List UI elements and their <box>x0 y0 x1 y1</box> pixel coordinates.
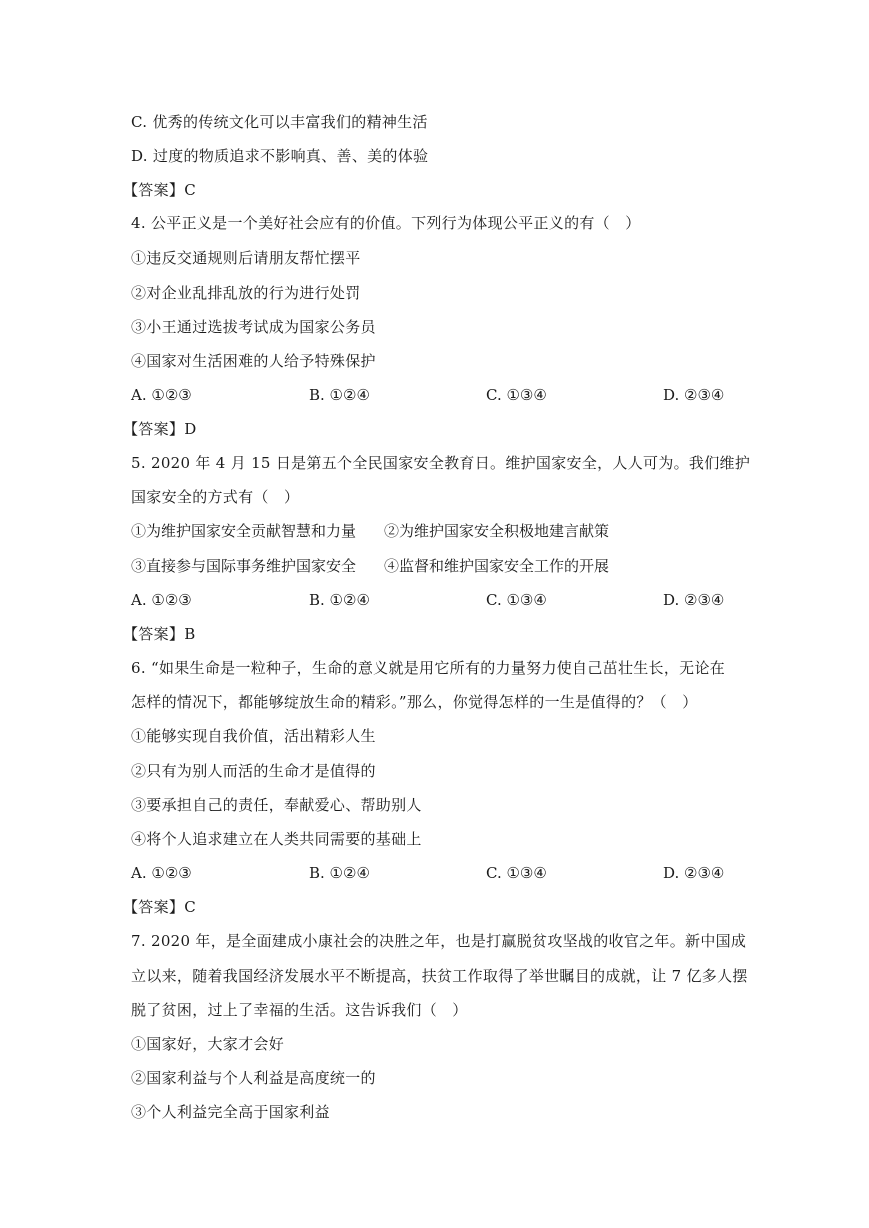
q6-option-a: A. ①②③ <box>131 864 192 882</box>
q4-options <box>131 385 741 405</box>
q5-option-a: A. ①②③ <box>131 591 192 609</box>
q5-stem-line-2: 国家安全的方式有（ ） <box>131 488 300 506</box>
q3-option-c: C. 优秀的传统文化可以丰富我们的精神生活 <box>131 113 428 131</box>
q7-stem-line-2: 立以来，随着我国经济发展水平不断提高，扶贫工作取得了举世瞩目的成就，让 7 亿多人摆 <box>131 967 748 985</box>
q5-option-b: B. ①②④ <box>309 591 370 609</box>
q6-stem-line-2: 怎样的情况下，都能够绽放生命的精彩。”那么，你觉得怎样的一生是值得的？（ ） <box>131 693 698 711</box>
q7-stem-line-1: 7. 2020 年，是全面建成小康社会的决胜之年，也是打赢脱贫攻坚战的收官之年。新中国成 <box>131 932 747 950</box>
q5-statement-3: ③直接参与国际事务维护国家安全 <box>131 557 357 575</box>
q4-option-a: A. ①②③ <box>131 386 192 404</box>
q6-statement-4: ④将个人追求建立在人类共同需要的基础上 <box>131 830 422 848</box>
q6-option-d: D. ②③④ <box>663 864 725 882</box>
q4-option-d: D. ②③④ <box>663 386 725 404</box>
q5-statement-2: ②为维护国家安全积极地建言献策 <box>384 522 610 540</box>
q6-option-b: B. ①②④ <box>309 864 370 882</box>
q5-stem-line-1: 5. 2020 年 4 月 15 日是第五个全民国家安全教育日。维护国家安全，人人可为。我们维护 <box>131 454 751 472</box>
q7-statement-2: ②国家利益与个人利益是高度统一的 <box>131 1069 376 1087</box>
q6-stem-line-1: 6. “如果生命是一粒种子，生命的意义就是用它所有的力量努力使自己茁壮生长，无论在 <box>131 659 726 677</box>
q3-option-d: D. 过度的物质追求不影响真、善、美的体验 <box>131 147 429 165</box>
q4-answer: 【答案】D <box>123 420 197 438</box>
q4-statement-1: ①违反交通规则后请朋友帮忙摆平 <box>131 249 361 267</box>
q6-options <box>131 863 741 883</box>
q4-stem: 4. 公平正义是一个美好社会应有的价值。下列行为体现公平正义的有（ ） <box>131 214 641 232</box>
q4-statement-2: ②对企业乱排乱放的行为进行处罚 <box>131 284 361 302</box>
q6-statement-3: ③要承担自己的责任，奉献爱心、帮助别人 <box>131 796 422 814</box>
q4-option-c: C. ①③④ <box>486 386 547 404</box>
q6-option-c: C. ①③④ <box>486 864 547 882</box>
q5-option-c: C. ①③④ <box>486 591 547 609</box>
q7-stem-line-3: 脱了贫困，过上了幸福的生活。这告诉我们（ ） <box>131 1001 468 1019</box>
q7-statement-1: ①国家好，大家才会好 <box>131 1035 285 1053</box>
q5-options <box>131 590 741 610</box>
q5-answer: 【答案】B <box>123 625 196 643</box>
q3-answer: 【答案】C <box>123 181 196 199</box>
q5-option-d: D. ②③④ <box>663 591 725 609</box>
q6-statement-2: ②只有为别人而活的生命才是值得的 <box>131 762 376 780</box>
q6-statement-1: ①能够实现自我价值，活出精彩人生 <box>131 727 376 745</box>
q5-statement-4: ④监督和维护国家安全工作的开展 <box>384 557 610 575</box>
q4-statement-3: ③小王通过选拔考试成为国家公务员 <box>131 318 376 336</box>
q7-statement-3: ③个人利益完全高于国家利益 <box>131 1103 330 1121</box>
q4-statement-4: ④国家对生活困难的人给予特殊保护 <box>131 352 376 370</box>
q4-option-b: B. ①②④ <box>309 386 370 404</box>
q6-answer: 【答案】C <box>123 898 196 916</box>
q5-statement-1: ①为维护国家安全贡献智慧和力量 <box>131 522 357 540</box>
